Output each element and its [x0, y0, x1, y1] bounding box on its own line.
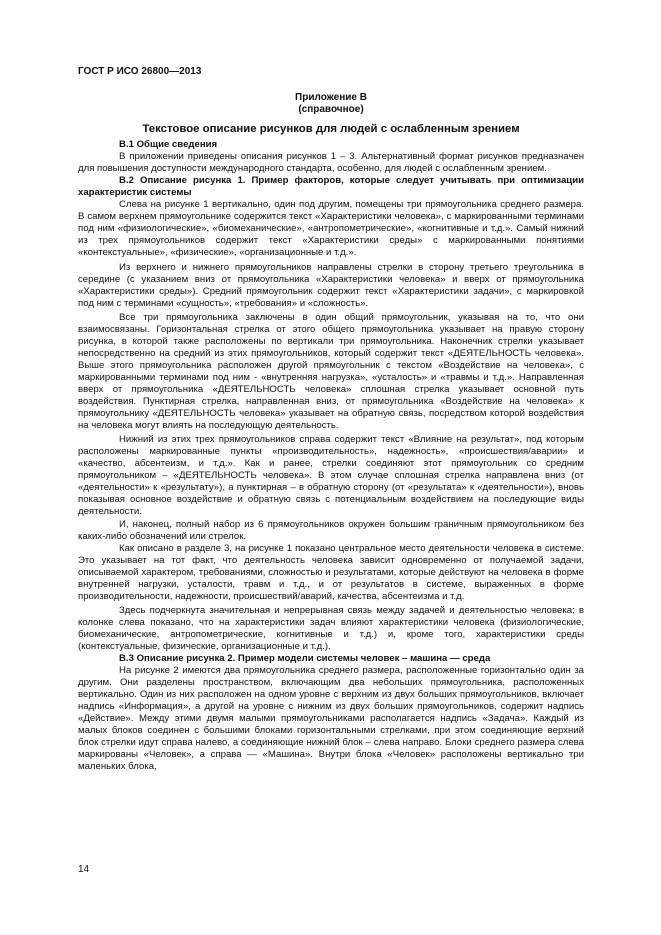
section-heading: В.1 Общие сведения: [119, 139, 218, 151]
annex-subtitle: (справочное): [298, 104, 364, 116]
page-number: 14: [78, 864, 90, 875]
paragraph: Из верхнего и нижнего прямоугольников направлены стрелки в сторону третьего треугольника в середине (с указанием вниз от прямоугольника «Характеристики человека» и вверх от прямоугольника «Характеристики среды»). Средний прямоугольник содержит текст «Характеристики задачи», с маркировкой под ним с терминами «сущность», «требования» и «сложность».: [78, 261, 584, 309]
main-title: Текстовое описание рисунков для людей с ослабленным зрением: [142, 123, 520, 136]
section-b3: [78, 653, 584, 773]
paragraph: Здесь подчеркнута значительная и непрерывная связь между задачей и деятельностью человека; в колонке слева показано, что на характеристики задач влияют характеристики человека (физиологические, биомеханические, антропометрические, когнитивные и т.д.) и, кроме того, характеристики среды (контекстуальные, физические, организационные и т.д.).: [78, 604, 584, 652]
section-heading: В.3 Описание рисунка 2. Пример модели системы человек – машина — среда: [119, 653, 491, 665]
section-b2: [78, 175, 584, 653]
paragraph: Как описано в разделе 3, на рисунке 1 показано центральное место деятельности человека в системе. Это указывает на тот факт, что деятельность человека зависит одновременно от получаемой задачи, описываемой характером, требованиями, сложностью и результатами, которые действуют на человека в форме внутренней нагрузки, усталости, травм и т.д., и от результатов в системе, выраженных в форме производительности, надежности, происшествий/аварий, качества, абсентеизма и т.д.: [78, 542, 584, 602]
section-heading: В.2 Описание рисунка 1. Пример факторов, которые следует учитывать при оптимизации характеристик системы: [78, 175, 584, 199]
standard-header: ГОСТ Р ИСО 26800—2013: [78, 66, 202, 77]
paragraph: Слева на рисунке 1 вертикально, один под другим, помещены три прямоугольника среднего размера. В самом верхнем прямоугольнике содержится текст «Характеристики человека», с маркированными терминами под ним «физиологические», «биомеханические», «антропометрические», «когнитивные и т.д.». Самый нижний из трех прямоугольников содержит текст «Характеристики среды» с маркированными понятиями «контекстуальные», «физические», «организационные и т.д.».: [78, 199, 584, 259]
paragraph: На рисунке 2 имеются два прямоугольника среднего размера, расположенные горизонтально один за другим. Они разделены пространством, включающим два небольших прямоугольника, расположенных вертикально. Один из них расположен на одном уровне с верхним из двух больших прямоугольников, включает надпись «Информация», а другой на уровне с нижним из двух больших прямоугольников, содержит надпись «Действие». Между этими двумя малыми прямоугольниками располагается надпись «Задача». Каждый из малых блоков соединен с большими блоками горизонтальными стрелками, при этом соединяющие верхний блок стрелки идут справа налево, а соединяющие нижний блок – слева направо. Блоки среднего размера слева маркированы «Человек», а справа — «Машина». Внутри блока «Человек» расположены вертикально три маленьких блока,: [78, 665, 584, 773]
annex-title: Приложение В: [295, 92, 367, 104]
section-b1: [78, 139, 584, 175]
paragraph: Все три прямоугольника заключены в один общий прямоугольник, указывая на то, что они взаимосвязаны. Горизонтальная стрелка от этого общего прямоугольника указывает на правую сторону рисунка, в которой также расположены по вертикали три прямоугольника. Наконечник стрелки указывает непосредственно на средний из этих прямоугольников, который содержит текст «ДЕЯТЕЛЬНОСТЬ человека». Выше этого прямоугольника расположен другой прямоугольник с текстом «Воздействие на человека», с маркированными терминами под ним - «внутренняя нагрузка», «усталость» и «травмы и т.д.». Направленная вверх от прямоугольника «ДЕЯТЕЛЬНОСТЬ человека» сплошная стрелка указывает основной путь воздействия. Пунктирная стрелка, направленная вниз, от прямоугольника «Воздействие на человека» к прямоугольнику «ДЕЯТЕЛЬНОСТЬ человека» указывает на обратную связь, посредством которой воздействия на человека могут влиять на последующую деятельность.: [78, 311, 584, 432]
document-page: [78, 66, 584, 773]
paragraph: Нижний из этих трех прямоугольников справа содержит текст «Влияние на результат», под которым расположены маркированные пункты «производительность», надежность», «происшествия/аварии» и «качество, абсентеизм, и т.д.». Как и ранее, стрелки соединяют этот прямоугольник со средним прямоугольником – «ДЕЯТЕЛЬНОСТЬ человека». В этом случае сплошная стрелка направлена вниз (от «деятельности» к «результату»), а пунктирная – в обратную сторону (от «результата» к «деятельности»), вновь показывая основное воздействие и обратную связь с потенциальным воздействием на последующие виды деятельности.: [78, 434, 584, 518]
paragraph: В приложении приведены описания рисунков 1 – 3. Альтернативный формат рисунков предназначен для повышения доступности международного стандарта, особенно, для людей с ослабленным зрением.: [78, 151, 584, 175]
paragraph: И, наконец, полный набор из 6 прямоугольников окружен большим граничным прямоугольником без каких-либо обозначений или стрелок.: [78, 518, 584, 542]
